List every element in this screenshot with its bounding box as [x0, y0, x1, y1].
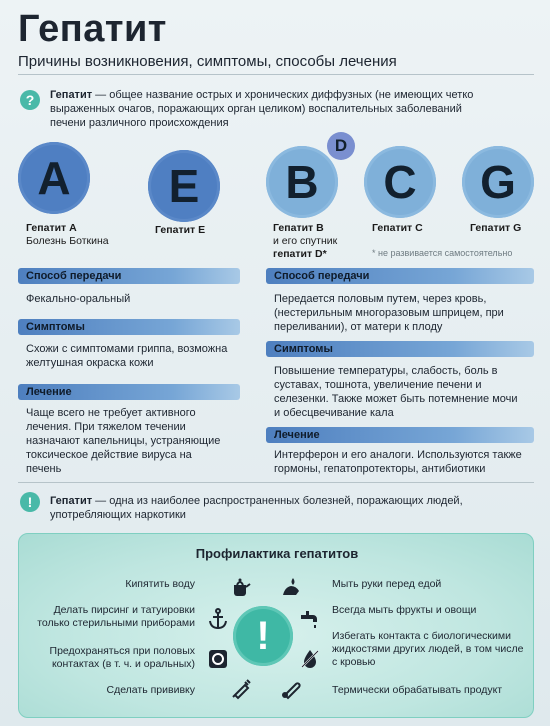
fact-body: — одна из наиболее распространенных болезней, поражающих людей, употребляющих наркотики	[50, 495, 463, 521]
hepatitis-c-name: Гепатит C	[372, 222, 423, 234]
hepatitis-d-circle: D	[327, 132, 355, 160]
anchor-icon	[205, 606, 231, 632]
hepatitis-g-name: Гепатит G	[470, 222, 522, 234]
thermometer-icon	[278, 676, 304, 702]
left-symptoms-header: Симптомы	[18, 319, 240, 335]
left-transmission-header: Способ передачи	[18, 268, 240, 284]
faucet-icon	[297, 606, 323, 632]
right-treatment-text: Интерферон и его аналоги. Используются также гормоны, гепатопротекторы, антибиотики	[274, 449, 522, 475]
intro-definition	[50, 88, 490, 130]
hand-wash-icon	[278, 574, 304, 600]
prevention-item-protection: Предохраняться при половых контактах (в т. ч. и оральных)	[49, 645, 195, 670]
exclamation-badge-icon: !	[20, 492, 40, 512]
prevention-item-heat-treat: Термически обрабатывать продукт	[332, 684, 503, 696]
syringe-icon	[228, 676, 254, 702]
divider	[18, 482, 534, 483]
hepatitis-e-label	[155, 224, 205, 237]
question-badge-icon: ?	[20, 90, 40, 110]
prevention-item-piercing: Делать пирсинг и татуировки только стерильными приборами	[37, 604, 195, 629]
hepatitis-b-name: Гепатит B	[273, 222, 324, 234]
hepatitis-a-circle: A	[18, 142, 90, 214]
left-treatment-text: Чаще всего не требует активного лечения. При тяжелом течении назначают капельницы, устраняющие токсическое действие вируса на печень	[26, 407, 221, 475]
prevention-item-vaccine: Сделать прививку	[106, 684, 195, 696]
right-symptoms-header: Симптомы	[266, 341, 534, 357]
prevention-title: Профилактика гепатитов	[195, 546, 359, 561]
kettle-icon	[228, 574, 254, 600]
prevention-item-wash-hands: Мыть руки перед едой	[332, 578, 442, 590]
divider	[18, 74, 534, 75]
hepatitis-g-circle: G	[462, 146, 534, 218]
hepatitis-g-label	[470, 222, 521, 235]
fact-text	[50, 494, 500, 522]
right-symptoms-text: Повышение температуры, слабость, боль в суставах, тошнота, увеличение печени и селезенки. Также может быть потемнение мочи и обесцвечивание кала	[274, 365, 518, 419]
hepatitis-c-circle: C	[364, 146, 436, 218]
left-treatment-header: Лечение	[18, 384, 240, 400]
prevention-item-avoid-fluids: Избегать контакта с биологическими жидкостями других людей, в том числе с кровью	[332, 630, 524, 668]
hepatitis-b-circle: B	[266, 146, 338, 218]
hepatitis-b-label	[273, 222, 337, 261]
hepatitis-c-label	[372, 222, 423, 235]
intro-text: — общее название острых и хронических диффузных (не имеющих четко выраженных очагов, поражающих орган целиком) воспалительных заболеваний печени различного происхождения	[50, 89, 474, 129]
hepatitis-b-sub: и его спутник	[273, 235, 338, 247]
left-symptoms-text: Схожи с симптомами гриппа, возможна желтушная окраска кожи	[26, 343, 228, 369]
condom-icon	[205, 646, 231, 672]
hepatitis-e-name: Гепатит E	[155, 224, 206, 236]
fact-term: Гепатит	[50, 495, 93, 507]
hepatitis-a-name: Гепатит A	[26, 222, 77, 234]
right-treatment-header: Лечение	[266, 427, 534, 443]
right-transmission-header: Способ передачи	[266, 268, 534, 284]
right-transmission-text: Передается половым путем, через кровь, (нестерильным многоразовым шприцем, при переливании), от матери к плоду	[274, 293, 504, 333]
hepatitis-d-name: гепатит D*	[273, 248, 327, 260]
page-title: Гепатит	[18, 8, 167, 50]
hepatitis-e-circle: E	[148, 150, 220, 222]
exclamation-icon: !	[233, 606, 293, 666]
prevention-item-wash-fruits: Всегда мыть фрукты и овощи	[332, 604, 477, 616]
page-subtitle: Причины возникновения, симптомы, способы лечения	[18, 53, 397, 70]
hepatitis-a-label	[26, 222, 109, 248]
prevention-item-boil-water: Кипятить воду	[125, 578, 195, 590]
no-blood-icon	[297, 646, 323, 672]
footnote: * не развивается самостоятельно	[372, 248, 513, 258]
hepatitis-a-sub: Болезнь Боткина	[26, 235, 109, 247]
intro-term: Гепатит	[50, 89, 93, 101]
left-transmission-text: Фекально-оральный	[26, 293, 131, 305]
